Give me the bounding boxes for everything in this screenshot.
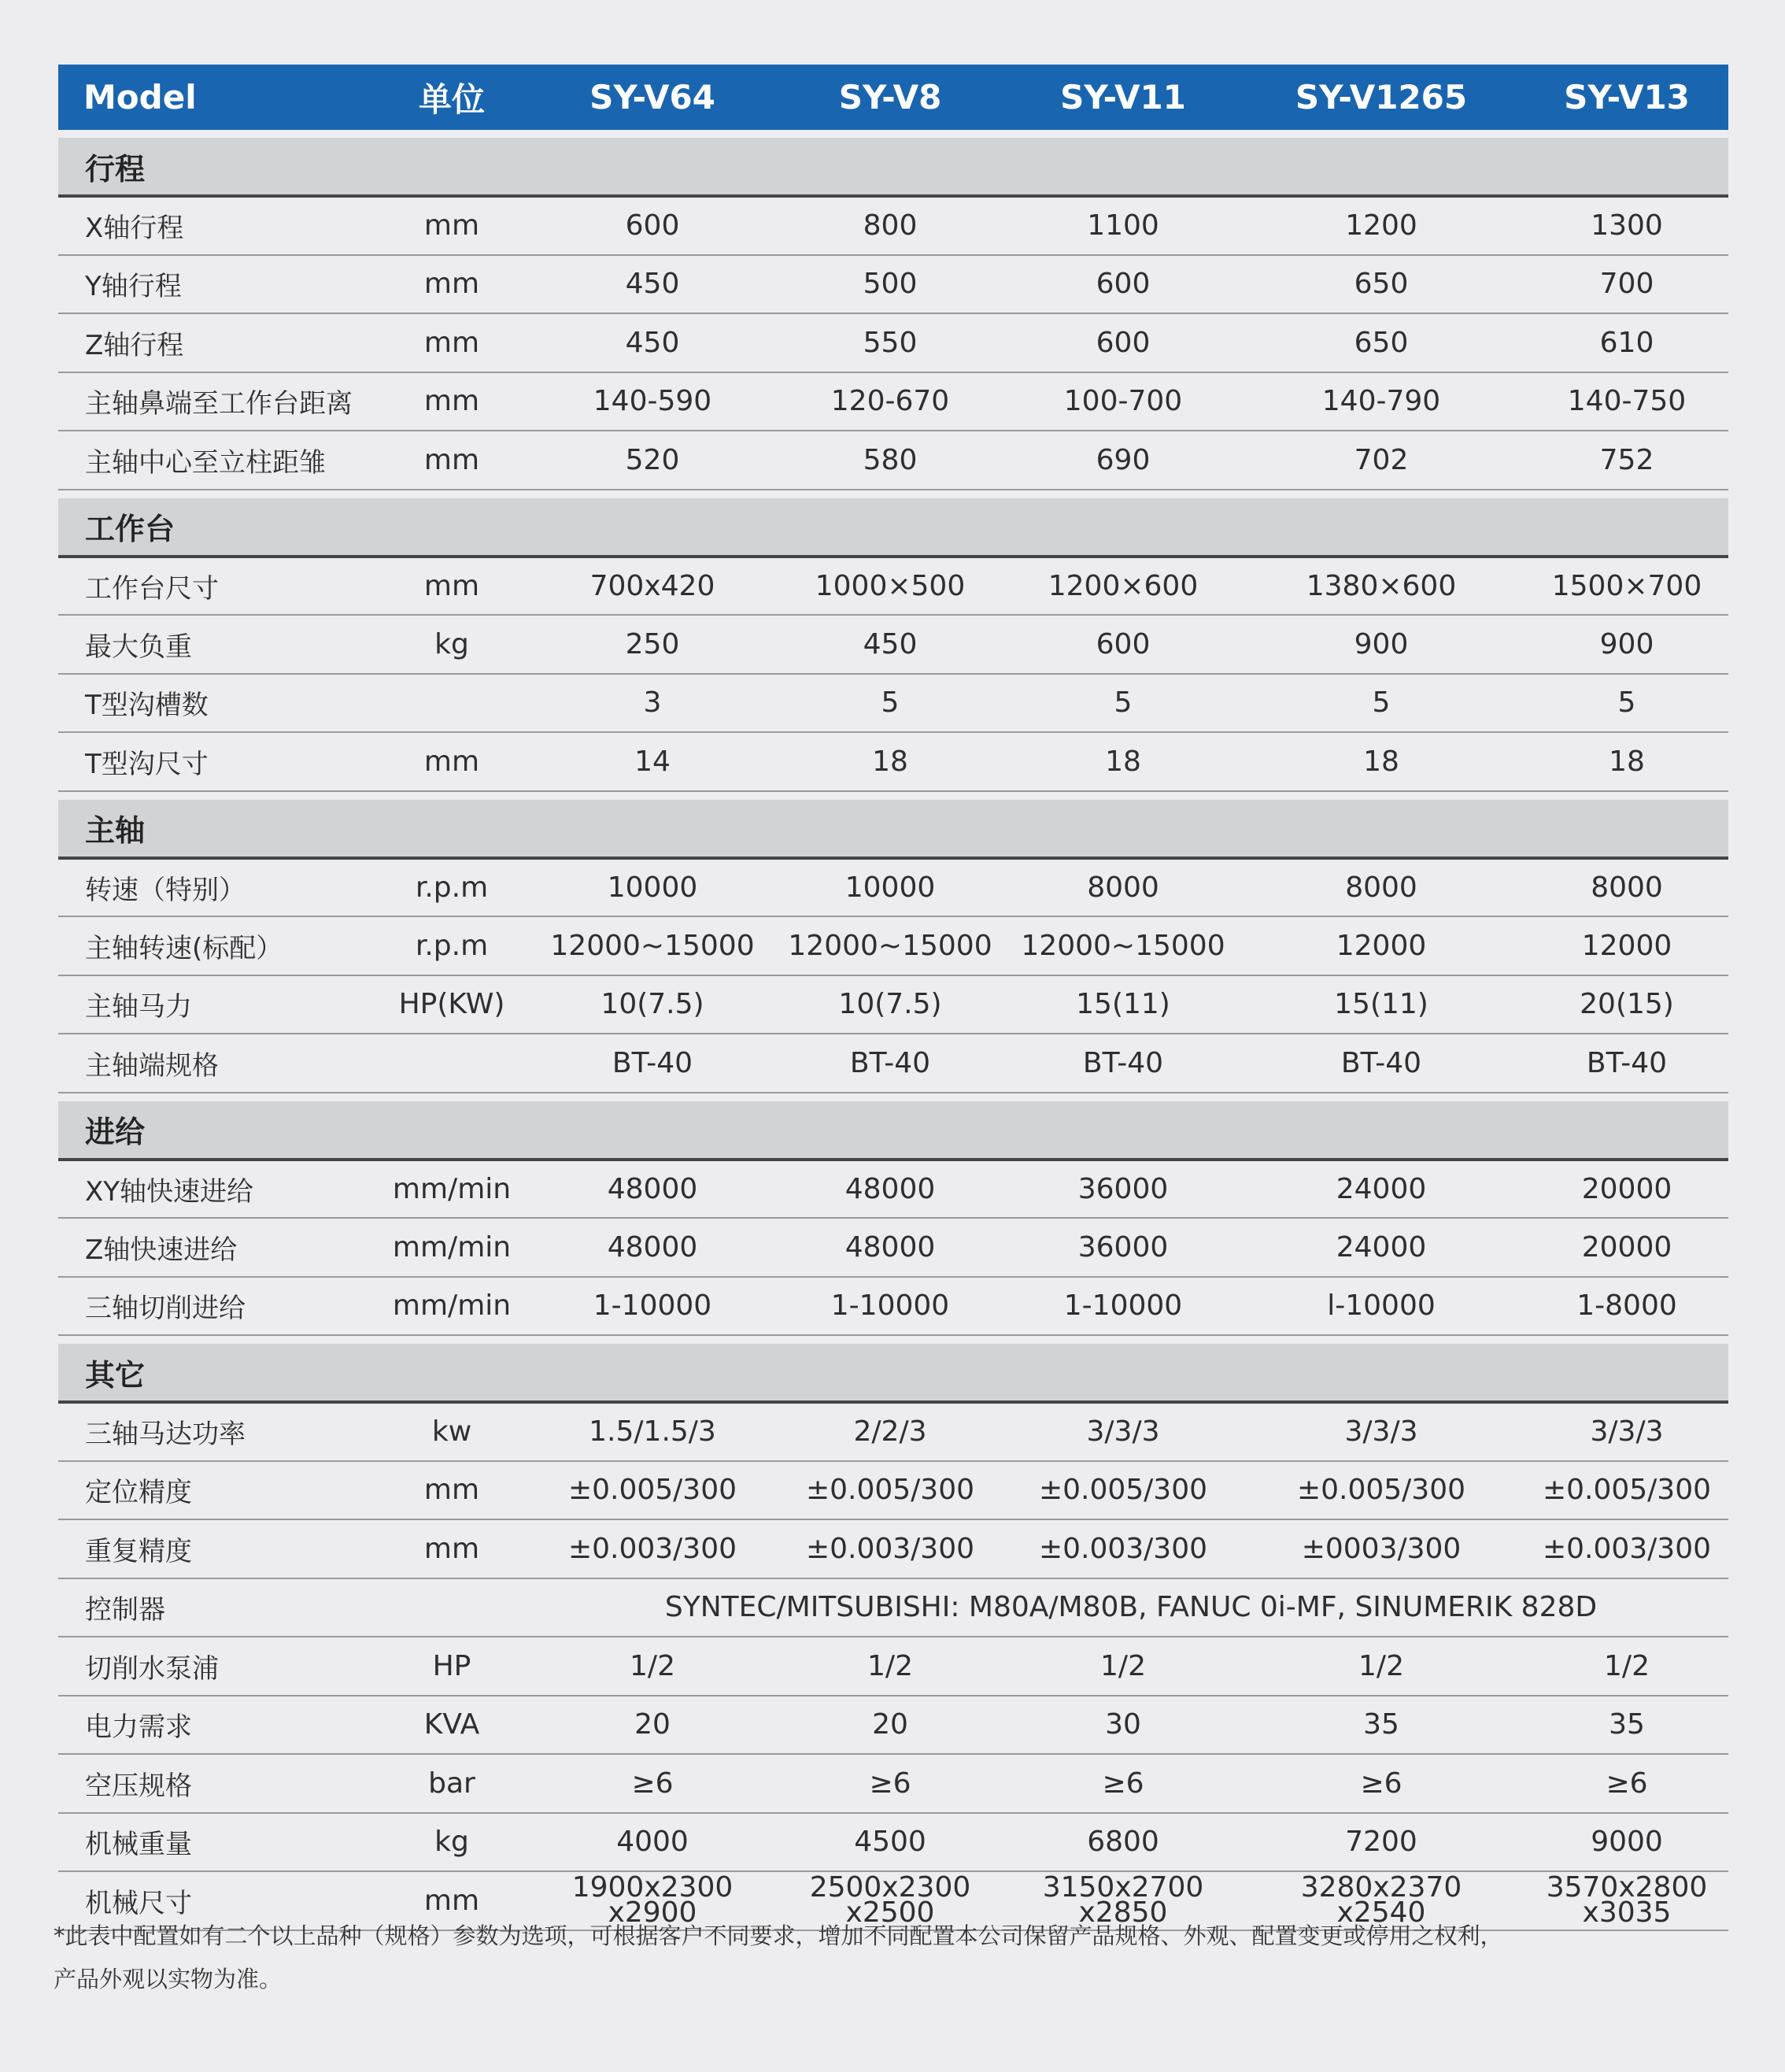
section-title: 主轴 [85, 813, 146, 848]
spec-unit: mm [423, 1532, 480, 1565]
spec-unit: KVA [423, 1708, 480, 1741]
spec-value-sy-v13: 900 [1599, 627, 1654, 660]
spec-unit: mm/min [392, 1289, 512, 1323]
spec-value-sy-v13: 1/2 [1604, 1649, 1650, 1682]
spec-value-sy-v11: 600 [1096, 268, 1151, 301]
spec-value-sy-v11: 1100 [1087, 209, 1159, 242]
spec-name: 主轴鼻端至工作台距离 [85, 388, 353, 420]
header-unit-label: 单位 [418, 80, 485, 119]
spec-value-sy-v8: 4500 [854, 1826, 926, 1859]
spec-name: XY轴快速进给 [85, 1175, 254, 1208]
spec-value-sy-v13: 140-750 [1567, 385, 1687, 418]
spec-value-sy-v8: ±0.003/300 [805, 1532, 975, 1565]
spec-unit: mm/min [392, 1172, 512, 1205]
section-header-row [58, 138, 1728, 196]
spec-value-sy-v1265: l-10000 [1327, 1289, 1436, 1323]
spec-unit: mm [423, 569, 480, 602]
section-header-row [58, 498, 1728, 557]
spec-name: 主轴转速(标配） [85, 932, 283, 964]
spec-body [58, 130, 1728, 1930]
table-row [58, 1034, 1728, 1093]
spec-value-sy-v64: ±0.005/300 [567, 1474, 737, 1507]
section-spacer-cell [58, 490, 1728, 498]
spec-value-sy-v64: ≥6 [631, 1767, 674, 1800]
spec-value-sy-v11: 100-700 [1063, 385, 1183, 418]
spec-value-sy-v1265: 1200 [1345, 209, 1417, 242]
spec-value-sy-v1265: 5 [1372, 686, 1391, 720]
spec-value-sy-v64: 700x420 [589, 569, 715, 602]
spec-value-sy-v1265: 8000 [1345, 871, 1417, 904]
spec-name: 定位精度 [85, 1477, 192, 1509]
spec-value-sy-v8: 1-10000 [830, 1289, 950, 1323]
spec-name: 工作台尺寸 [85, 572, 219, 605]
spec-name: 主轴端规格 [85, 1049, 219, 1082]
spec-value-sy-v8: 48000 [844, 1172, 936, 1205]
spec-value-sy-v11: 6800 [1087, 1826, 1159, 1859]
spec-unit: mm [423, 385, 480, 418]
table-row [58, 1637, 1728, 1696]
spec-name: 控制器 [85, 1594, 165, 1626]
spec-unit: bar [428, 1767, 475, 1800]
spec-value-sy-v11: BT-40 [1082, 1046, 1164, 1079]
spec-value-sy-v11: 600 [1096, 326, 1151, 359]
footnote-line-1: *此表中配置如有二个以上品种（规格）参数为选项，可根据客户不同要求，增加不同配置本公司保留产品规格、外观、配置变更或停用之权利， [54, 1922, 1503, 1949]
table-row [58, 1218, 1728, 1277]
spec-value-sy-v11: 600 [1096, 627, 1151, 660]
table-row [58, 372, 1728, 431]
table-row [58, 858, 1728, 917]
spec-value-sy-v64: 48000 [607, 1230, 698, 1264]
spec-unit: mm [423, 745, 480, 778]
spec-value-sy-v1265: 3280x2370 x2540 [1300, 1871, 1462, 1930]
spec-value-sy-v8: 580 [863, 443, 918, 476]
spec-value-sy-v11: ±0.003/300 [1038, 1532, 1208, 1565]
spec-unit: r.p.m [415, 929, 489, 962]
spec-name: X轴行程 [85, 213, 184, 245]
spec-unit: mm [423, 268, 480, 301]
spec-value-sy-v11: 15(11) [1076, 988, 1170, 1021]
spec-value-sy-v8: 48000 [844, 1230, 936, 1264]
spec-value-sy-v13: 20(15) [1580, 988, 1674, 1021]
spec-value-sy-v1265: 3/3/3 [1344, 1415, 1418, 1449]
spec-value-sy-v1265: 35 [1363, 1708, 1399, 1741]
spec-value-sy-v8: 5 [881, 686, 900, 720]
section-title: 行程 [85, 151, 146, 187]
spec-value-sy-v13: 20000 [1581, 1230, 1672, 1264]
spec-name: 机械尺寸 [85, 1887, 192, 1919]
table-row [58, 1277, 1728, 1336]
spec-value-sy-v8: 1000×500 [815, 569, 966, 602]
spec-value-sy-v64: 20 [634, 1708, 671, 1741]
spec-name: T型沟槽数 [85, 690, 209, 722]
spec-value-sy-v11: 3/3/3 [1086, 1415, 1160, 1449]
section-spacer [58, 1335, 1728, 1344]
spec-value-sy-v13: 700 [1599, 268, 1654, 301]
spec-table [58, 65, 1728, 1931]
spec-unit [370, 1578, 534, 1637]
table-row [58, 1402, 1728, 1461]
section-spacer [58, 1093, 1728, 1101]
spec-value-sy-v64: 520 [625, 443, 680, 476]
spec-unit: HP(KW) [398, 988, 505, 1021]
spec-value-sy-v11: 36000 [1077, 1230, 1169, 1264]
table-row [58, 615, 1728, 674]
table-header-row [58, 65, 1728, 130]
header-model-label: Model [83, 78, 197, 117]
spec-value-sy-v64: 1/2 [630, 1649, 675, 1682]
spec-value-sy-v13: 1500×700 [1551, 569, 1702, 602]
table-row [58, 674, 1728, 733]
spec-value-sy-v11: 690 [1096, 443, 1151, 476]
table-row [58, 196, 1728, 255]
spec-value-sy-v13: 18 [1609, 745, 1645, 778]
section-title: 工作台 [85, 512, 176, 546]
header-model-sy-v13: SY-V13 [1564, 78, 1690, 117]
section-spacer-cell [58, 130, 1728, 138]
table-row [58, 557, 1728, 616]
spec-value-sy-v13: 3/3/3 [1590, 1415, 1664, 1449]
spec-value-sy-v8: 20 [872, 1708, 908, 1741]
spec-value-sy-v11: ±0.005/300 [1038, 1474, 1208, 1507]
spec-value-sy-v1265: 140-790 [1321, 385, 1441, 418]
spec-unit: mm [423, 209, 480, 242]
spec-value-sy-v8: ≥6 [869, 1767, 911, 1800]
spec-name: 重复精度 [85, 1535, 192, 1567]
spec-value-sy-v11: 36000 [1077, 1172, 1169, 1205]
table-row [58, 1754, 1728, 1813]
table-row [58, 1519, 1728, 1578]
spec-value-sy-v64: 450 [625, 268, 680, 301]
spec-value-sy-v11: 1200×600 [1048, 569, 1199, 602]
section-spacer-cell [58, 1093, 1728, 1101]
spec-value-sy-v8: 12000~15000 [788, 929, 992, 962]
table-row [58, 975, 1728, 1034]
table-row [58, 1461, 1728, 1520]
spec-name: 最大负重 [85, 631, 192, 663]
spec-value-sy-v8: 10(7.5) [838, 988, 942, 1021]
spec-unit: kw [431, 1415, 472, 1449]
spec-value-sy-v13: 12000 [1581, 929, 1672, 962]
section-header-row [58, 1344, 1728, 1402]
spec-value-sy-v13: 35 [1609, 1708, 1645, 1741]
spec-value-sy-v1265: 1380×600 [1306, 569, 1457, 602]
spec-value-sy-v8: 1/2 [867, 1649, 913, 1682]
section-spacer-cell [58, 1335, 1728, 1344]
spec-name: 主轴马力 [85, 991, 192, 1023]
spec-value-sy-v64: 140-590 [593, 385, 712, 418]
table-row [58, 431, 1728, 490]
section-spacer [58, 490, 1728, 498]
spec-value-sy-v1265: 24000 [1336, 1172, 1427, 1205]
spec-value-sy-v64: 3 [643, 686, 662, 720]
spec-name: 机械重量 [85, 1829, 192, 1861]
section-title: 进给 [85, 1115, 146, 1149]
spec-value-all-models: SYNTEC/MITSUBISHI: M80A/M80B, FANUC 0i-MF, SINUMERIK 828D [664, 1591, 1598, 1624]
spec-value-sy-v11: 3150x2700 x2850 [1042, 1871, 1204, 1930]
spec-name: 空压规格 [85, 1770, 192, 1802]
spec-name: 三轴切削进给 [85, 1293, 246, 1325]
spec-value-sy-v13: 5 [1617, 686, 1636, 720]
spec-unit [370, 1034, 534, 1093]
table-row [58, 313, 1728, 372]
spec-value-sy-v13: 9000 [1591, 1826, 1663, 1859]
header-model-sy-v11: SY-V11 [1060, 78, 1186, 117]
spec-value-sy-v8: 2/2/3 [853, 1415, 927, 1449]
spec-value-sy-v8: 120-670 [830, 385, 950, 418]
header-model-sy-v8: SY-V8 [838, 78, 942, 117]
spec-name: T型沟尺寸 [85, 748, 209, 780]
spec-value-sy-v11: 12000~15000 [1021, 929, 1225, 962]
spec-unit: r.p.m [415, 871, 489, 904]
spec-name: 切削水泵浦 [85, 1652, 219, 1685]
spec-value-sy-v8: 2500x2300 x2500 [809, 1871, 971, 1930]
spec-value-sy-v13: ≥6 [1606, 1767, 1648, 1800]
spec-value-sy-v8: 500 [863, 268, 918, 301]
spec-value-sy-v64: 450 [625, 326, 680, 359]
spec-value-sy-v8: BT-40 [849, 1046, 931, 1079]
spec-value-sy-v1265: 7200 [1345, 1826, 1417, 1859]
spec-value-sy-v1265: 702 [1354, 443, 1409, 476]
spec-value-sy-v11: ≥6 [1102, 1767, 1144, 1800]
table-row [58, 732, 1728, 791]
table-row [58, 916, 1728, 975]
section-spacer-cell [58, 791, 1728, 800]
spec-value-sy-v11: 30 [1105, 1708, 1141, 1741]
spec-value-sy-v1265: 12000 [1336, 929, 1427, 962]
spec-unit: mm [423, 443, 480, 476]
spec-value-sy-v64: 12000~15000 [550, 929, 755, 962]
spec-unit: HP [432, 1649, 471, 1682]
spec-value-sy-v1265: 18 [1363, 745, 1399, 778]
spec-value-sy-v13: 752 [1599, 443, 1654, 476]
table-row [58, 255, 1728, 314]
spec-value-sy-v64: 1-10000 [593, 1289, 712, 1323]
spec-value-sy-v11: 18 [1105, 745, 1141, 778]
spec-value-sy-v13: ±0.003/300 [1542, 1532, 1712, 1565]
spec-value-sy-v64: 1900x2300 x2900 [571, 1871, 734, 1930]
spec-value-sy-v64: 14 [634, 745, 671, 778]
table-row [58, 1813, 1728, 1872]
spec-name: Z轴快速进给 [85, 1234, 238, 1266]
table-row [58, 1696, 1728, 1755]
spec-name: 三轴马达功率 [85, 1419, 246, 1451]
spec-unit: kg [434, 627, 469, 660]
table-row [58, 1578, 1728, 1637]
spec-value-sy-v1265: 15(11) [1334, 988, 1428, 1021]
spec-name: 转速（特别） [85, 874, 246, 906]
spec-unit: mm/min [392, 1230, 512, 1264]
spec-unit: mm [423, 1474, 480, 1507]
header-model-sy-v64: SY-V64 [589, 78, 715, 117]
spec-value-sy-v1265: 900 [1354, 627, 1409, 660]
spec-value-sy-v1265: BT-40 [1340, 1046, 1422, 1079]
spec-value-sy-v8: 800 [863, 209, 918, 242]
spec-value-sy-v13: ±0.005/300 [1542, 1474, 1712, 1507]
spec-value-sy-v1265: ±0003/300 [1301, 1532, 1462, 1565]
spec-name: Y轴行程 [85, 271, 182, 303]
spec-value-sy-v1265: ≥6 [1360, 1767, 1402, 1800]
spec-value-sy-v8: 550 [863, 326, 918, 359]
section-spacer [58, 130, 1728, 138]
spec-value-sy-v11: 8000 [1087, 871, 1159, 904]
section-header-row [58, 800, 1728, 858]
table-row [58, 1160, 1728, 1219]
spec-value-sy-v8: 18 [872, 745, 908, 778]
spec-value-sy-v11: 1/2 [1100, 1649, 1146, 1682]
spec-value-sy-v8: ±0.005/300 [805, 1474, 975, 1507]
spec-value-sy-v11: 5 [1114, 686, 1133, 720]
spec-unit [370, 674, 534, 733]
footnote [54, 1915, 1738, 2001]
spec-value-sy-v13: 1-8000 [1576, 1289, 1677, 1323]
spec-value-sy-v13: 610 [1599, 326, 1654, 359]
spec-value-sy-v1265: 650 [1354, 326, 1409, 359]
spec-value-sy-v64: 4000 [616, 1826, 689, 1859]
spec-value-sy-v13: 20000 [1581, 1172, 1672, 1205]
section-spacer [58, 791, 1728, 800]
spec-name: 主轴中心至立柱距雏 [85, 446, 326, 479]
spec-unit: kg [434, 1826, 469, 1859]
spec-value-sy-v64: 48000 [607, 1172, 698, 1205]
spec-value-sy-v64: 600 [625, 209, 680, 242]
footnote-line-2: 产品外观以实物为准。 [54, 1966, 283, 1992]
spec-value-sy-v13: 1300 [1591, 209, 1663, 242]
spec-value-sy-v8: 450 [863, 627, 918, 660]
spec-value-sy-v13: 3570x2800 x3035 [1546, 1871, 1708, 1930]
spec-unit: mm [423, 1884, 480, 1917]
spec-name: Z轴行程 [85, 329, 184, 361]
spec-value-sy-v1265: 650 [1354, 268, 1409, 301]
spec-value-sy-v64: 10(7.5) [601, 988, 704, 1021]
spec-value-sy-v1265: 1/2 [1358, 1649, 1404, 1682]
spec-value-sy-v64: BT-40 [612, 1046, 693, 1079]
spec-name: 电力需求 [85, 1711, 192, 1744]
spec-value-sy-v64: 250 [625, 627, 680, 660]
section-title: 其它 [85, 1357, 146, 1393]
spec-value-sy-v64: 10000 [607, 871, 698, 904]
spec-value-sy-v13: BT-40 [1586, 1046, 1668, 1079]
spec-value-sy-v8: 10000 [844, 871, 936, 904]
spec-value-sy-v13: 8000 [1591, 871, 1663, 904]
spec-unit: mm [423, 326, 480, 359]
section-header-row [58, 1101, 1728, 1160]
spec-value-sy-v1265: 24000 [1336, 1230, 1427, 1264]
spec-value-sy-v64: 1.5/1.5/3 [589, 1415, 716, 1449]
header-model-sy-v1265: SY-V1265 [1295, 78, 1468, 117]
spec-value-sy-v1265: ±0.005/300 [1296, 1474, 1466, 1507]
spec-value-sy-v64: ±0.003/300 [567, 1532, 737, 1565]
spec-value-sy-v11: 1-10000 [1063, 1289, 1183, 1323]
